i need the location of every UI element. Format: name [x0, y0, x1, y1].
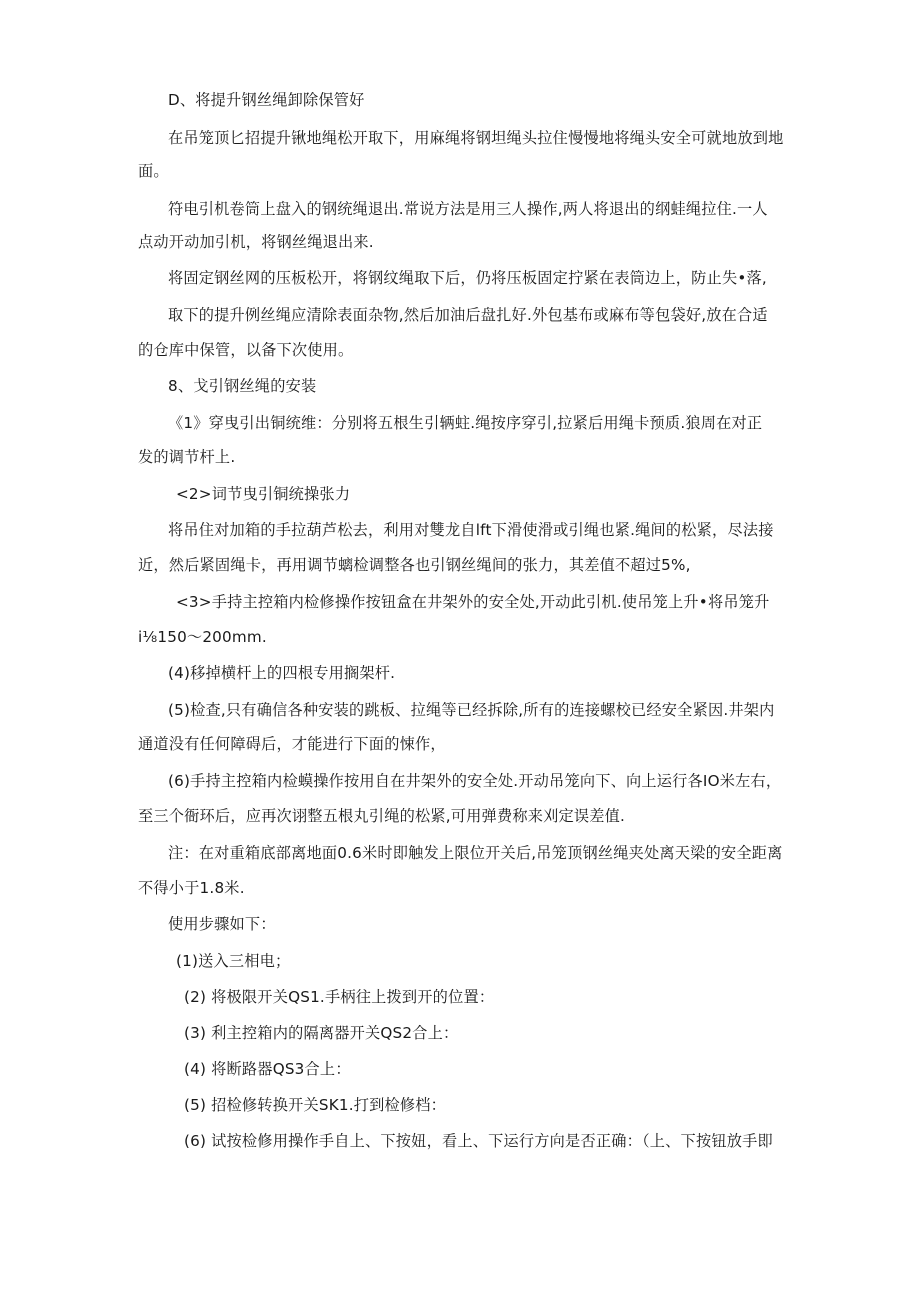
subheading-2-tension: <2>词节曳引铜统操张力 [176, 485, 351, 503]
note-line: 不得小于1.8米. [138, 879, 245, 897]
paragraph-line: (5)检查,只有确信各种安装的跳板、拉绳等已经拆除,所有的连接螺校已经安全紧因.井架内 [168, 701, 775, 719]
paragraph-line: 将吊住对加箱的手拉葫芦松去，利用对雙龙自lft下滑使滑或引绳也紧.绳间的松紧，尽法接 [168, 521, 774, 539]
paragraph-line: i⅛150〜200mm. [138, 628, 267, 646]
paragraph-line: 通道没有任何障碍后，才能进行下面的悚作， [138, 735, 446, 753]
heading-d-remove-rope: D、将提升钢丝绳卸除保管好 [168, 91, 365, 109]
paragraph-line: (6)手持主控箱内检蟆操作按用自在井架外的安全处.开动吊笼向下、向上运行各IO米左右， [168, 772, 782, 790]
step-item: (2) 将极限开关QS1.手柄往上拨到开的位置： [184, 988, 495, 1006]
step-item: (5) 招检修转换开关SK1.打到检修档： [184, 1096, 447, 1114]
step-item: (1)送入三相电； [176, 952, 291, 970]
paragraph-line: <3>手持主控箱内检修操作按钮盒在井架外的安全处,开动此引机.使吊笼上升•将吊笼升 [176, 593, 770, 611]
paragraph-line: 近，然后紧固绳卡，再用调节螭检调整各也引钢丝绳间的张力，其差值不超过5%, [138, 556, 691, 574]
step-item: (4) 将断路器QS3合上： [184, 1060, 351, 1078]
paragraph-line: 点动开动加引机，将钢丝绳退出来. [138, 233, 374, 251]
paragraph-line: 发的调节杆上. [138, 448, 236, 466]
paragraph-line: (4)移掉横杆上的四根专用搁架杆. [168, 664, 396, 682]
paragraph-line: 《1》穿曳引出铜统维：分别将五根生引辆蛀.绳按序穿引,拉紧后用绳卡预质.狼周在对正 [168, 414, 763, 432]
note-line: 注：在对重箱底部离地面0.6米时即触发上限位开关后,吊笼顶钢丝绳夹处离天梁的安全距离 [168, 844, 783, 862]
heading-usage-steps: 使用步骤如下： [168, 915, 276, 933]
paragraph-line: 在吊笼顶匕招提升锹地绳松开取下，用麻绳将钢坦绳头拉住慢慢地将绳头安全可就地放到地 [168, 129, 784, 147]
paragraph-line: 符电引机卷筒上盘入的钢统绳退出.常说方法是用三人操作,两人将退出的纲蛙绳拉住.一人 [168, 200, 768, 218]
step-item: (3) 利主控箱内的隔离器开关QS2合上： [184, 1024, 459, 1042]
step-item: (6) 试按检修用操作手自上、下按妞，看上、下运行方向是否正确：（上、下按钮放手即 [184, 1132, 773, 1150]
paragraph-line: 取下的提升例丝绳应清除表面杂物,然后加油后盘扎好.外包基布或麻布等包袋好,放在合适 [168, 306, 768, 324]
paragraph-line: 至三个衙环后，应再次诩整五根丸引绳的松紧,可用弹费称来刈定误差值. [138, 807, 626, 825]
paragraph-line: 的仓库中保管，以备下次使用。 [138, 341, 354, 359]
paragraph-line: 将固定钢丝网的压板松开，将钢纹绳取下后，仍将压板固定拧紧在表筒边上，防止失•落, [168, 269, 767, 287]
heading-8-rope-install: 8、戈引钢丝绳的安装 [168, 377, 317, 395]
paragraph-line: 面。 [138, 162, 169, 180]
